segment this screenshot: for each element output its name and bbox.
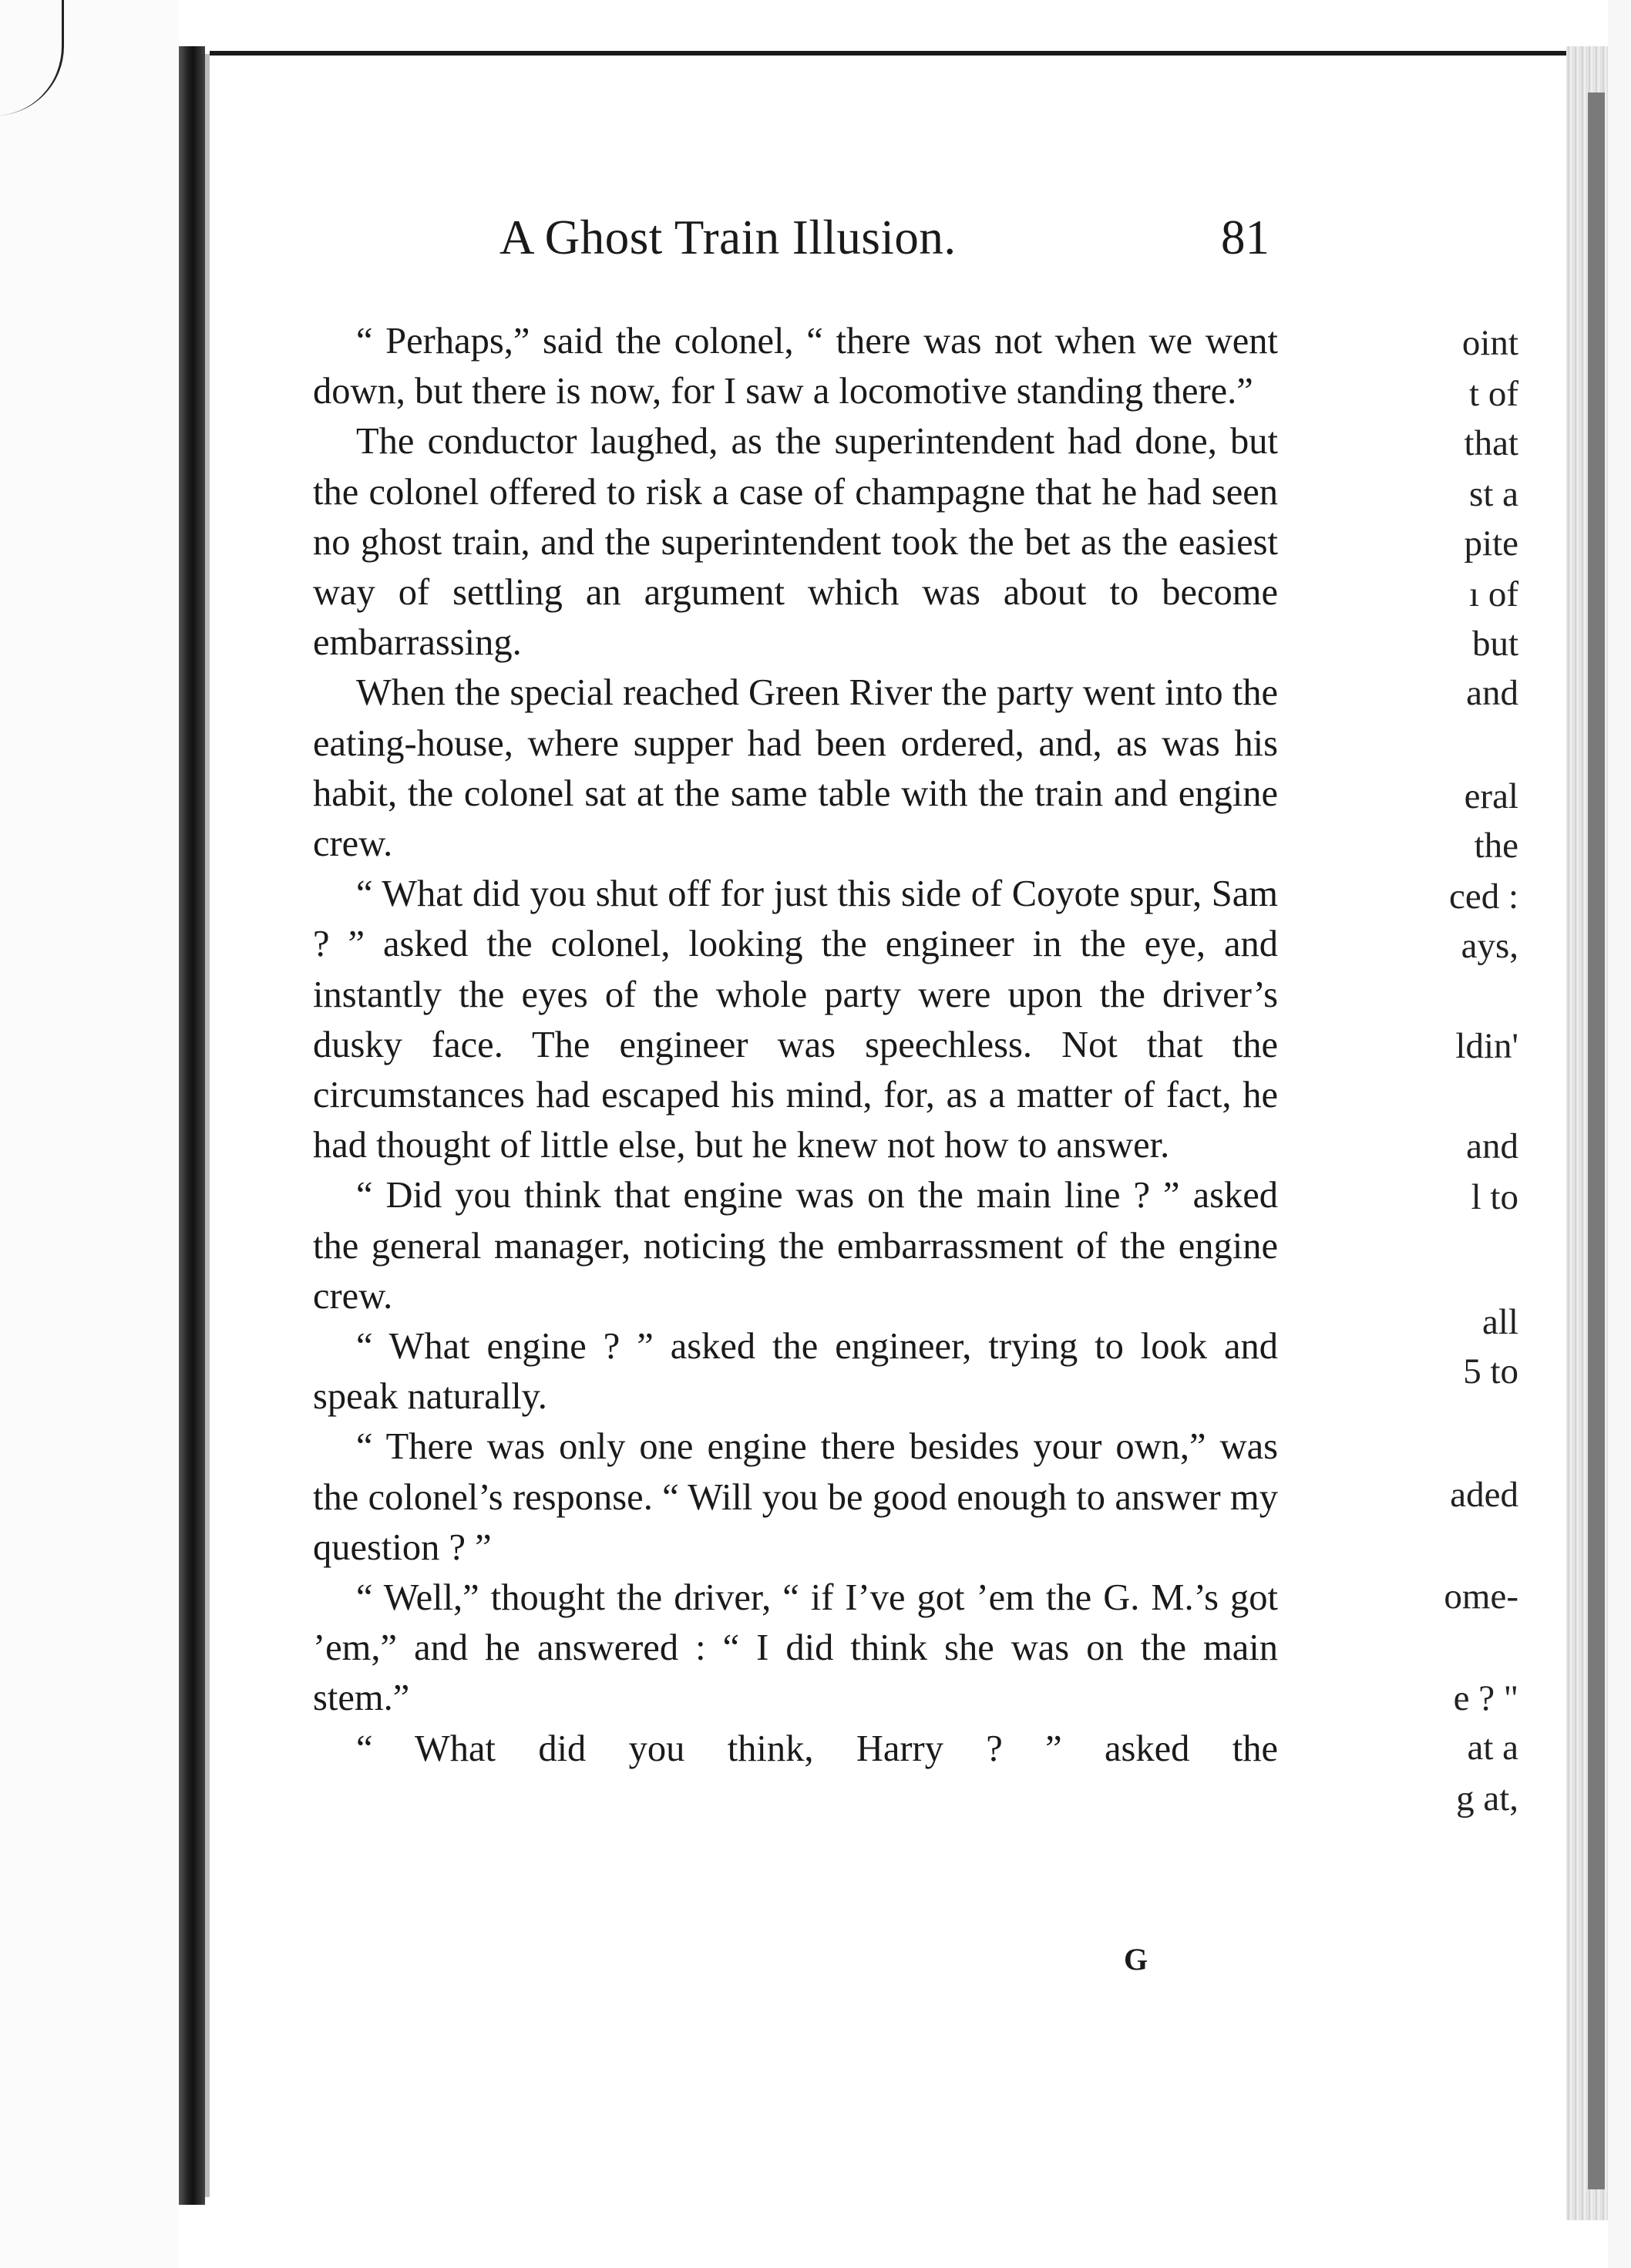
paragraph: “ What did you think, Harry ? ” asked the <box>356 1728 1278 1769</box>
paragraph: “ What engine ? ” asked the engineer, trying to look and speak naturally. <box>313 1326 1278 1418</box>
left-line: eral <box>1464 776 1518 816</box>
left-line: t of <box>1469 374 1518 414</box>
paragraph: “ Well,” thought the driver, “ if I’ve got ’em the G. M.’s got ’em,” and he answered : “ I did think she was on the main stem.” <box>313 1577 1278 1719</box>
left-line: st a <box>1469 474 1518 514</box>
left-line: 5 to <box>1463 1351 1518 1391</box>
left-line: e ? " <box>1453 1678 1518 1718</box>
left-line: aded <box>1450 1475 1518 1515</box>
signature-mark: G <box>1124 1942 1148 1977</box>
left-page-fragment <box>0 0 179 2268</box>
left-line: ldin' <box>1455 1026 1518 1066</box>
left-line: oint <box>1461 323 1518 363</box>
paragraph: “ What did you shut off for just this side of Coyote spur, Sam ? ” asked the colonel, looking the engineer in the eye, and instantly the eyes of the whole party were upon the driver’s dusky face. The engineer was speechless. Not that the circumstances had escaped his mind, for, as a matter of fact, he had thought of little else, but he knew not how to answer. <box>313 873 1278 1166</box>
left-line: l to <box>1471 1177 1518 1217</box>
paragraph: “ Perhaps,” said the colonel, “ there was not when we went down, but there is now, for I saw a locomotive standing there.” <box>313 321 1278 412</box>
page-number: 81 <box>1221 210 1269 264</box>
running-header <box>0 210 1631 271</box>
left-line: the <box>1474 826 1518 866</box>
paragraph: When the special reached Green River the party went into the eating-house, where supper had been ordered, and, as was his habit, the colonel sat at the same table with the train and engine crew. <box>313 672 1278 865</box>
left-line: ı of <box>1469 574 1518 614</box>
left-line: that <box>1464 423 1518 463</box>
left-line: and <box>1466 1126 1518 1166</box>
left-line: ome- <box>1444 1576 1518 1617</box>
left-line: but <box>1471 624 1518 664</box>
left-line: all <box>1482 1302 1518 1342</box>
paragraph: “ Did you think that engine was on the main line ? ” asked the general manager, noticing the embarrassment of the engine crew. <box>313 1175 1278 1317</box>
left-line: ced : <box>1448 877 1518 917</box>
body-text <box>313 316 1278 1774</box>
right-margin <box>1608 0 1631 2268</box>
left-line: g at, <box>1456 1778 1518 1819</box>
running-title: A Ghost Train Illusion. <box>499 210 957 264</box>
paragraph: The conductor laughed, as the superintendent had done, but the colonel offered to risk a case of champagne that he had seen no ghost train, and the superintendent took the bet as the easiest way of settling an argument which was about to become embarrassing. <box>313 421 1278 664</box>
book-gutter <box>179 46 205 2205</box>
paragraph: “ There was only one engine there besides your own,” was the colonel’s response. “ Will you be good enough to answer my question ? ” <box>313 1426 1278 1568</box>
left-line: ays, <box>1461 926 1518 966</box>
left-line: at a <box>1467 1728 1518 1768</box>
left-line: and <box>1466 673 1518 713</box>
right-cover-edge <box>1588 93 1605 2189</box>
left-line: pite <box>1464 523 1518 564</box>
page-top-edge <box>210 51 1566 56</box>
page-curl <box>0 0 64 116</box>
